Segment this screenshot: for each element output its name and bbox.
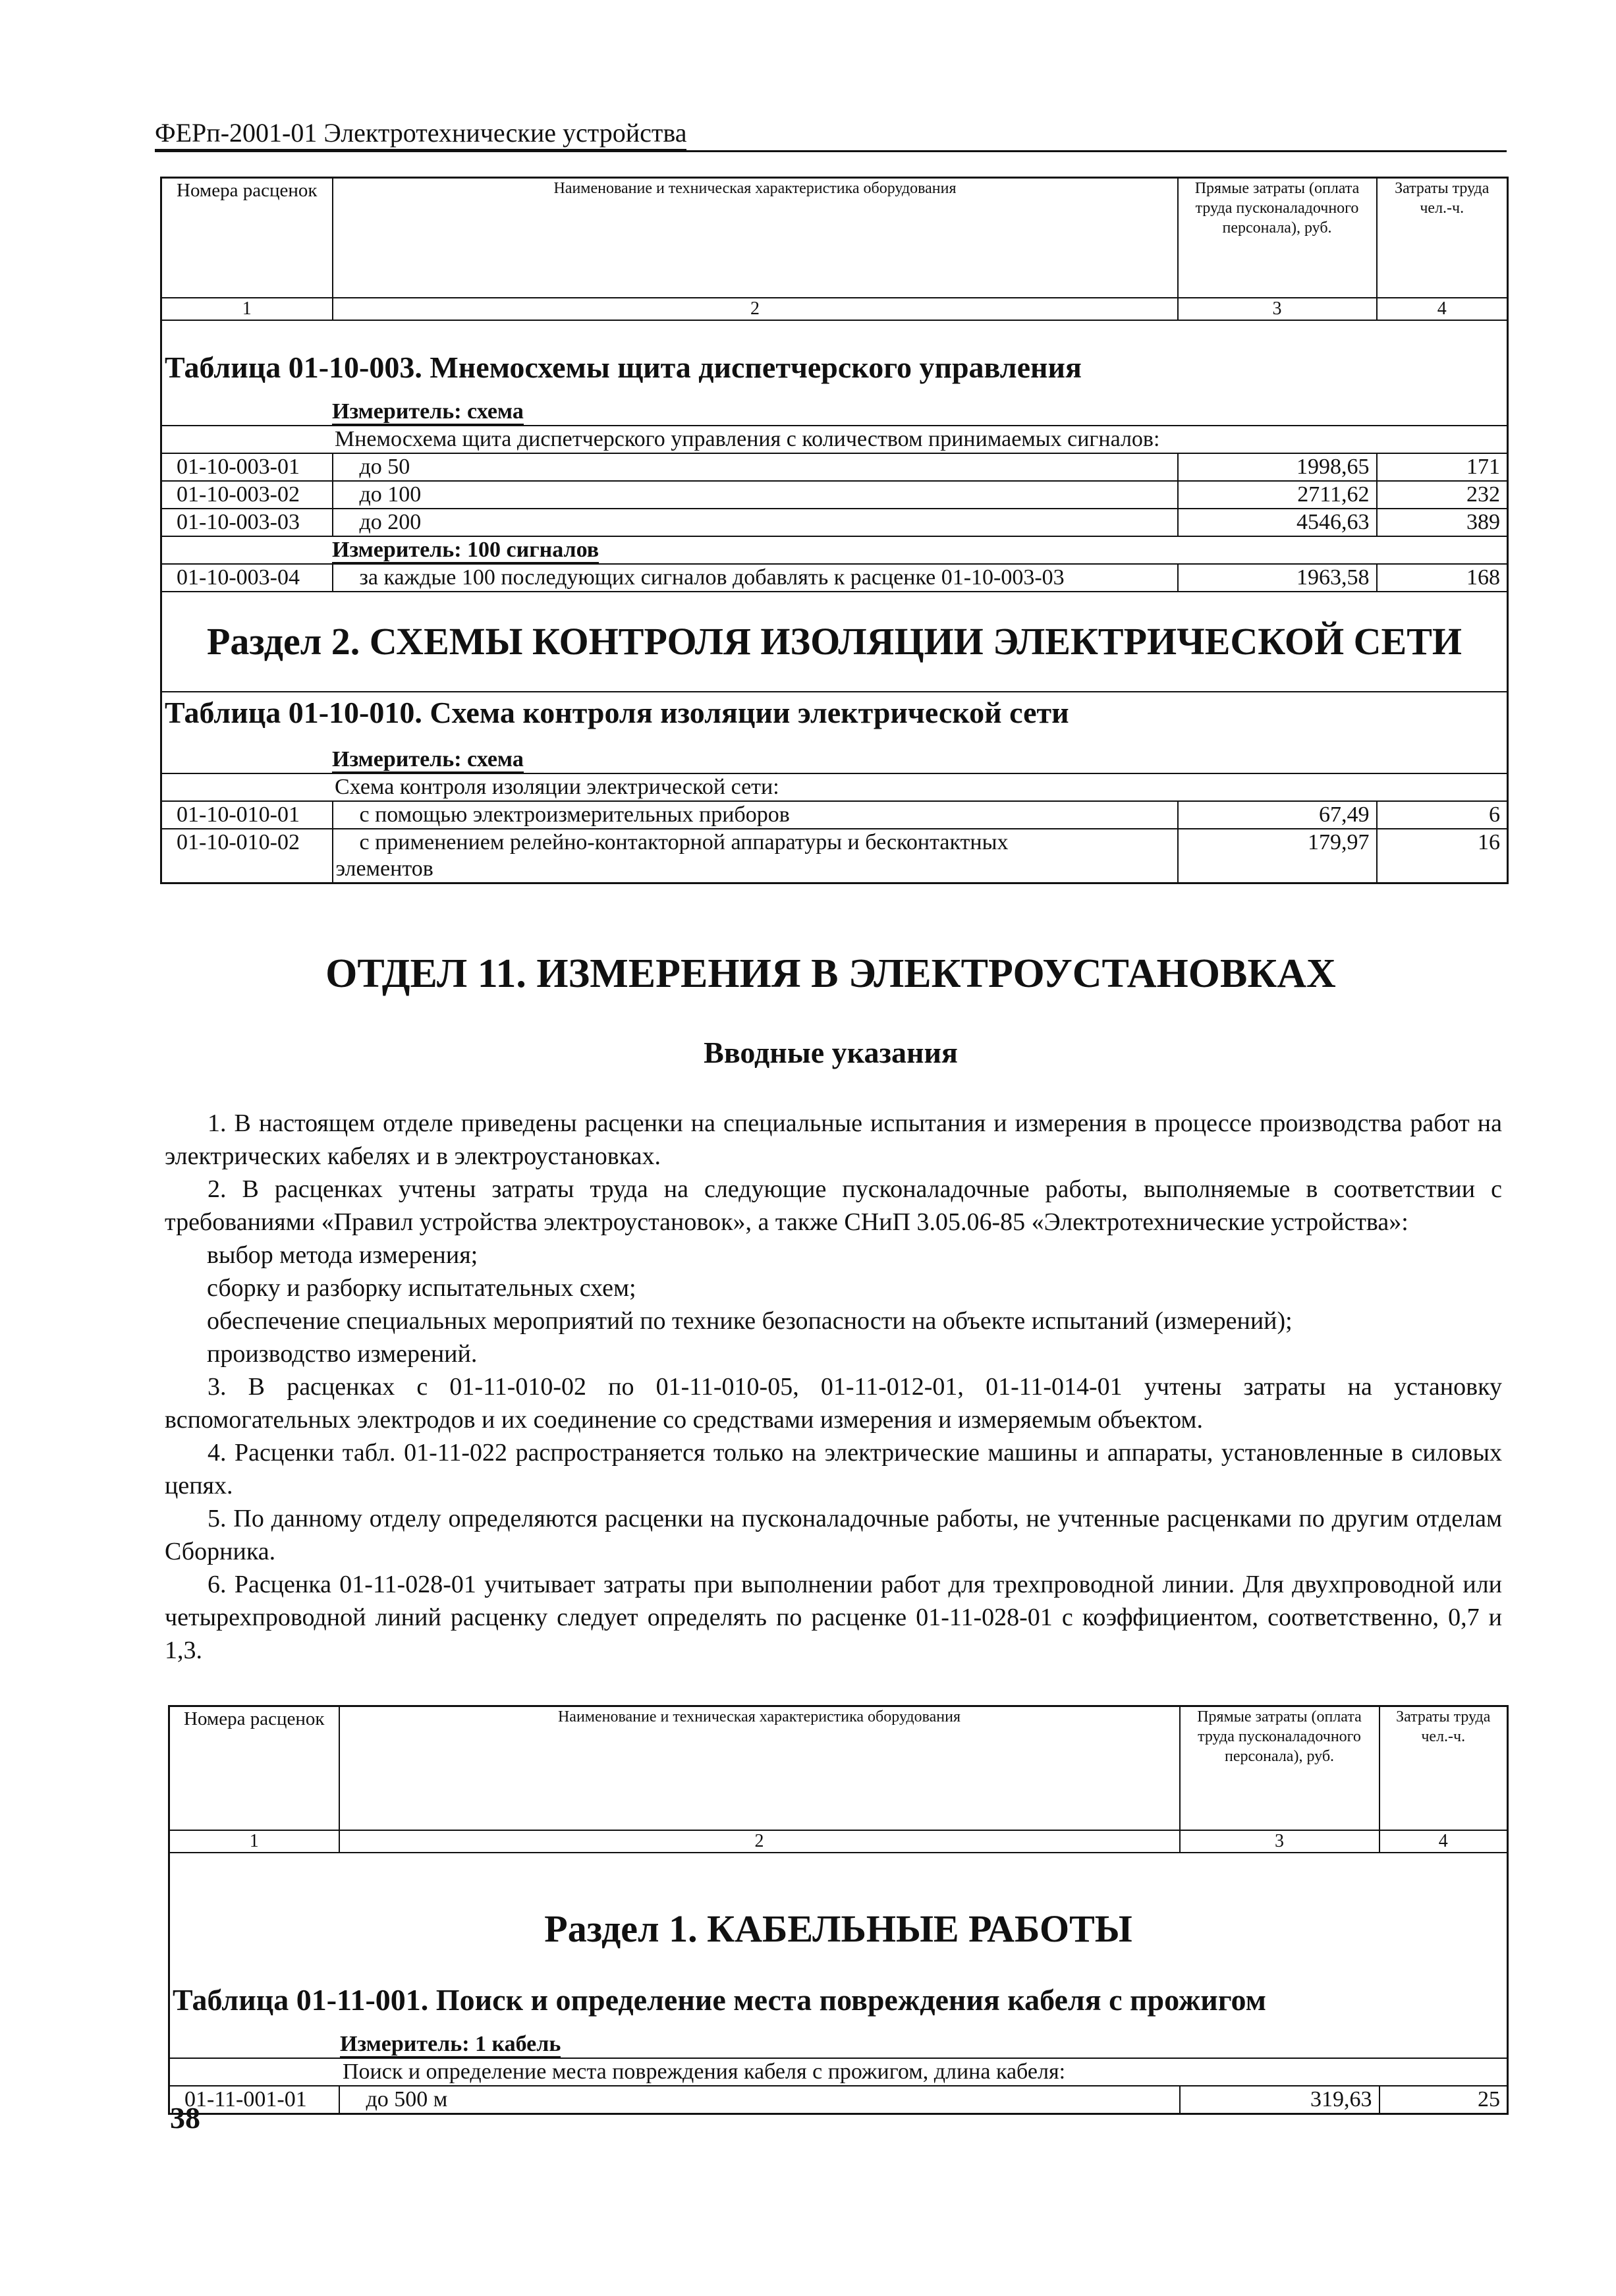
rate-price: 67,49: [1178, 801, 1377, 829]
col-header-name: Наименование и техническая характеристика оборудования: [339, 1706, 1180, 1831]
paragraph: 4. Расценки табл. 01-11-022 распространяется только на электрические машины и аппараты, установленные в силовых цепях.: [165, 1439, 1502, 1499]
rate-code: 01-10-003-01: [161, 453, 333, 481]
col-number-4: 4: [1379, 1830, 1508, 1853]
page-number: 38: [170, 2101, 200, 2135]
col-number-3: 3: [1180, 1830, 1379, 1853]
table-title: Таблица 01-10-010. Схема контроля изоляции электрической сети: [165, 696, 1069, 729]
paragraph: 3. В расценках с 01-11-010-02 по 01-11-010-05, 01-11-012-01, 01-11-014-01 учтены затраты на установку вспомогательных электродов и их соединение со средствами измерения и измеряемым объектом.: [165, 1373, 1502, 1434]
rate-labor: 6: [1377, 801, 1508, 829]
measure-unit: Измеритель: 1 кабель: [340, 2032, 561, 2056]
table-title: Таблица 01-11-001. Поиск и определение места повреждения кабеля с прожигом: [173, 1983, 1266, 2017]
col-number-2: 2: [333, 298, 1178, 320]
paragraph: 2. В расценках учтены затраты труда на следующие пусконаладочные работы, выполняемые в соответствии с требованиями «Правил устройства электроустановок», а также СНиП 3.05.06-85 «Электротехнические устройства»:: [165, 1175, 1502, 1236]
col-header-direct-costs: Прямые затраты (оплата труда пусконаладочного персонала), руб.: [1180, 1706, 1379, 1831]
rate-price: 1998,65: [1178, 453, 1377, 481]
col-header-codes: Номера расценок: [161, 178, 333, 298]
list-item: обеспечение специальных мероприятий по технике безопасности на объекте испытаний (измерений);: [207, 1307, 1293, 1335]
col-header-labor: Затраты труда чел.-ч.: [1377, 178, 1508, 298]
column-number-row: [161, 298, 1508, 320]
column-number-row: [169, 1830, 1508, 1853]
list-item: выбор метода измерения;: [207, 1241, 478, 1269]
rate-code: 01-10-003-03: [161, 509, 333, 536]
department-title: ОТДЕЛ 11. ИЗМЕРЕНИЯ В ЭЛЕКТРОУСТАНОВКАХ: [325, 951, 1336, 996]
rates-table-lower: [168, 1705, 1509, 2115]
measure-unit: Измеритель: схема: [332, 747, 524, 771]
group-caption: Мнемосхема щита диспетчерского управления с количеством принимаемых сигналов:: [335, 427, 1160, 451]
col-header-codes: Номера расценок: [169, 1706, 339, 1831]
measure-unit: Измеритель: схема: [332, 399, 524, 424]
rate-labor: 232: [1377, 481, 1508, 509]
intro-title: Вводные указания: [704, 1036, 958, 1069]
rate-name: с помощью электроизмерительных приборов: [333, 801, 1178, 829]
table-title: Таблица 01-10-003. Мнемосхемы щита диспетчерского управления: [165, 350, 1082, 384]
column-header-row: [169, 1706, 1508, 1831]
table-row: [161, 829, 1508, 883]
paragraph: 1. В настоящем отделе приведены расценки на специальные испытания и измерения в процессе производства работ на электрических кабелях и в электроустановках.: [165, 1109, 1502, 1170]
rate-name: до 50: [333, 453, 1178, 481]
rates-table-upper: [160, 177, 1509, 884]
table-row: [161, 564, 1508, 592]
rate-code: 01-10-003-02: [161, 481, 333, 509]
table-row: [161, 509, 1508, 536]
col-header-direct-costs: Прямые затраты (оплата труда пусконаладочного персонала), руб.: [1178, 178, 1377, 298]
rate-name: до 200: [333, 509, 1178, 536]
rate-labor: 389: [1377, 509, 1508, 536]
col-number-1: 1: [169, 1830, 339, 1853]
intro-text: [165, 1107, 1502, 1667]
rate-price: 179,97: [1178, 829, 1377, 883]
section-title: Раздел 2. СХЕМЫ КОНТРОЛЯ ИЗОЛЯЦИИ ЭЛЕКТРИЧЕСКОЙ СЕТИ: [206, 620, 1463, 663]
rate-labor: 25: [1379, 2086, 1508, 2114]
rate-name: до 100: [333, 481, 1178, 509]
col-number-1: 1: [161, 298, 333, 320]
running-header: [155, 117, 1507, 152]
table-row: [161, 481, 1508, 509]
list-item: производство измерений.: [207, 1340, 478, 1368]
group-caption: Поиск и определение места повреждения кабеля с прожигом, длина кабеля:: [343, 2059, 1066, 2084]
rate-code: 01-10-010-02: [161, 829, 333, 883]
rate-labor: 168: [1377, 564, 1508, 592]
paragraph: 5. По данному отделу определяются расценки на пусконаладочные работы, не учтенные расценками по другим отделам Сборника.: [165, 1505, 1502, 1565]
table-row: [169, 2086, 1508, 2114]
col-number-3: 3: [1178, 298, 1377, 320]
rate-name: за каждые 100 последующих сигналов добавлять к расценке 01-10-003-03: [333, 564, 1178, 592]
rate-code: 01-10-003-04: [161, 564, 333, 592]
table-row: [161, 453, 1508, 481]
col-number-4: 4: [1377, 298, 1508, 320]
col-header-labor: Затраты труда чел.-ч.: [1379, 1706, 1508, 1831]
table-row: [161, 801, 1508, 829]
rate-price: 2711,62: [1178, 481, 1377, 509]
col-header-name: Наименование и техническая характеристика оборудования: [333, 178, 1178, 298]
rate-code: 01-10-010-01: [161, 801, 333, 829]
section-title: Раздел 1. КАБЕЛЬНЫЕ РАБОТЫ: [544, 1907, 1132, 1950]
rate-name: с применением релейно-контакторной аппаратуры и бесконтактных элементов: [333, 829, 1178, 883]
rate-price: 1963,58: [1178, 564, 1377, 592]
group-caption: Схема контроля изоляции электрической сети:: [335, 775, 779, 799]
rate-code: 01-11-001-01: [169, 2086, 339, 2114]
rate-name: до 500 м: [339, 2086, 1180, 2114]
rate-labor: 171: [1377, 453, 1508, 481]
column-header-row: [161, 178, 1508, 298]
list-item: сборку и разборку испытательных схем;: [207, 1274, 636, 1302]
running-header-text: ФЕРп-2001-01 Электротехнические устройства: [155, 117, 686, 150]
rate-labor: 16: [1377, 829, 1508, 883]
rate-price: 319,63: [1180, 2086, 1379, 2114]
measure-unit: Измеритель: 100 сигналов: [332, 538, 599, 562]
paragraph: 6. Расценка 01-11-028-01 учитывает затраты при выполнении работ для трехпроводной линии. Для двухпроводной или четырехпроводной линий расценку следует определять по расценке 01-11-028-01 с коэффициентом, соответственно, 0,7 и 1,3.: [165, 1571, 1502, 1664]
rate-price: 4546,63: [1178, 509, 1377, 536]
col-number-2: 2: [339, 1830, 1180, 1853]
